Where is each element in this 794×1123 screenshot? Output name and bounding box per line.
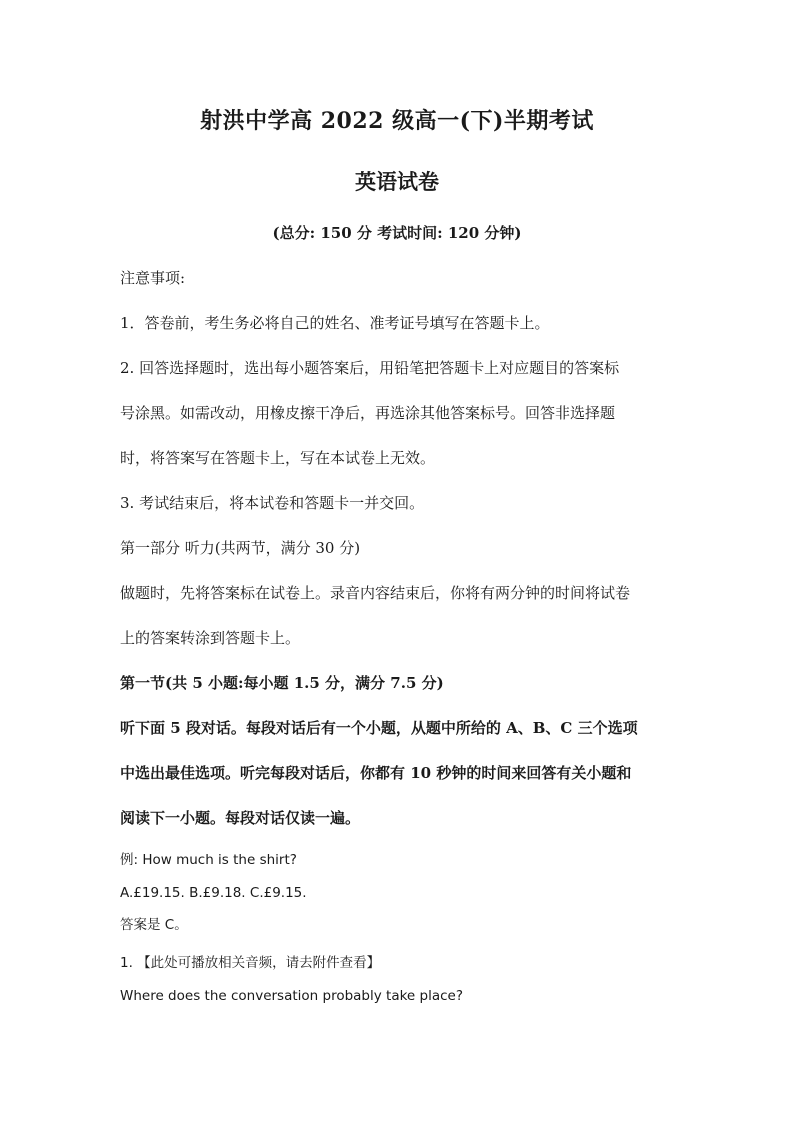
example-question: 例: How much is the shirt? <box>120 852 297 868</box>
exam-meta: (总分: 150 分 考试时间: 120 分钟) <box>272 224 522 242</box>
example-options: A.£19.15. B.£9.18. C.£9.15. <box>120 885 307 901</box>
question-1-text: Where does the conversation probably take place? <box>120 988 464 1004</box>
question-1-label: 1. 【此处可播放相关音频，请去附件查看】 <box>120 955 381 971</box>
notice-heading: 注意事项: <box>120 269 186 287</box>
exam-title: 射洪中学高 2022 级高一(下)半期考试 <box>200 108 594 134</box>
section1-heading: 第一节(共 5 小题:每小题 1.5 分，满分 7.5 分) <box>120 674 444 692</box>
example-answer: 答案是 C。 <box>120 917 188 933</box>
section1-desc-line-2: 中选出最佳选项。听完每段对话后，你都有 10 秒钟的时间来回答有关小题和 <box>120 764 632 782</box>
part1-desc-line-1: 做题时，先将答案标在试卷上。录音内容结束后，你将有两分钟的时间将试卷 <box>120 584 631 602</box>
notice-item-2-line-1: 2. 回答选择题时，选出每小题答案后，用铅笔把答题卡上对应题目的答案标 <box>120 359 620 377</box>
exam-subtitle: 英语试卷 <box>355 169 439 194</box>
notice-item-2-line-3: 时，将答案写在答题卡上，写在本试卷上无效。 <box>120 449 436 467</box>
part1-heading: 第一部分 听力(共两节，满分 30 分) <box>120 539 361 557</box>
section1-desc-line-1: 听下面 5 段对话。每段对话后有一个小题，从题中所给的 A、B、C 三个选项 <box>120 719 638 737</box>
notice-item-2-line-2: 号涂黑。如需改动，用橡皮擦干净后，再选涂其他答案标号。回答非选择题 <box>120 404 616 422</box>
notice-item-3: 3. 考试结束后，将本试卷和答题卡一并交回。 <box>120 494 425 512</box>
notice-item-1: 1．答卷前，考生务必将自己的姓名、准考证号填写在答题卡上。 <box>120 314 550 332</box>
section1-desc-line-3: 阅读下一小题。每段对话仅读一遍。 <box>120 809 361 827</box>
part1-desc-line-2: 上的答案转涂到答题卡上。 <box>120 629 301 647</box>
